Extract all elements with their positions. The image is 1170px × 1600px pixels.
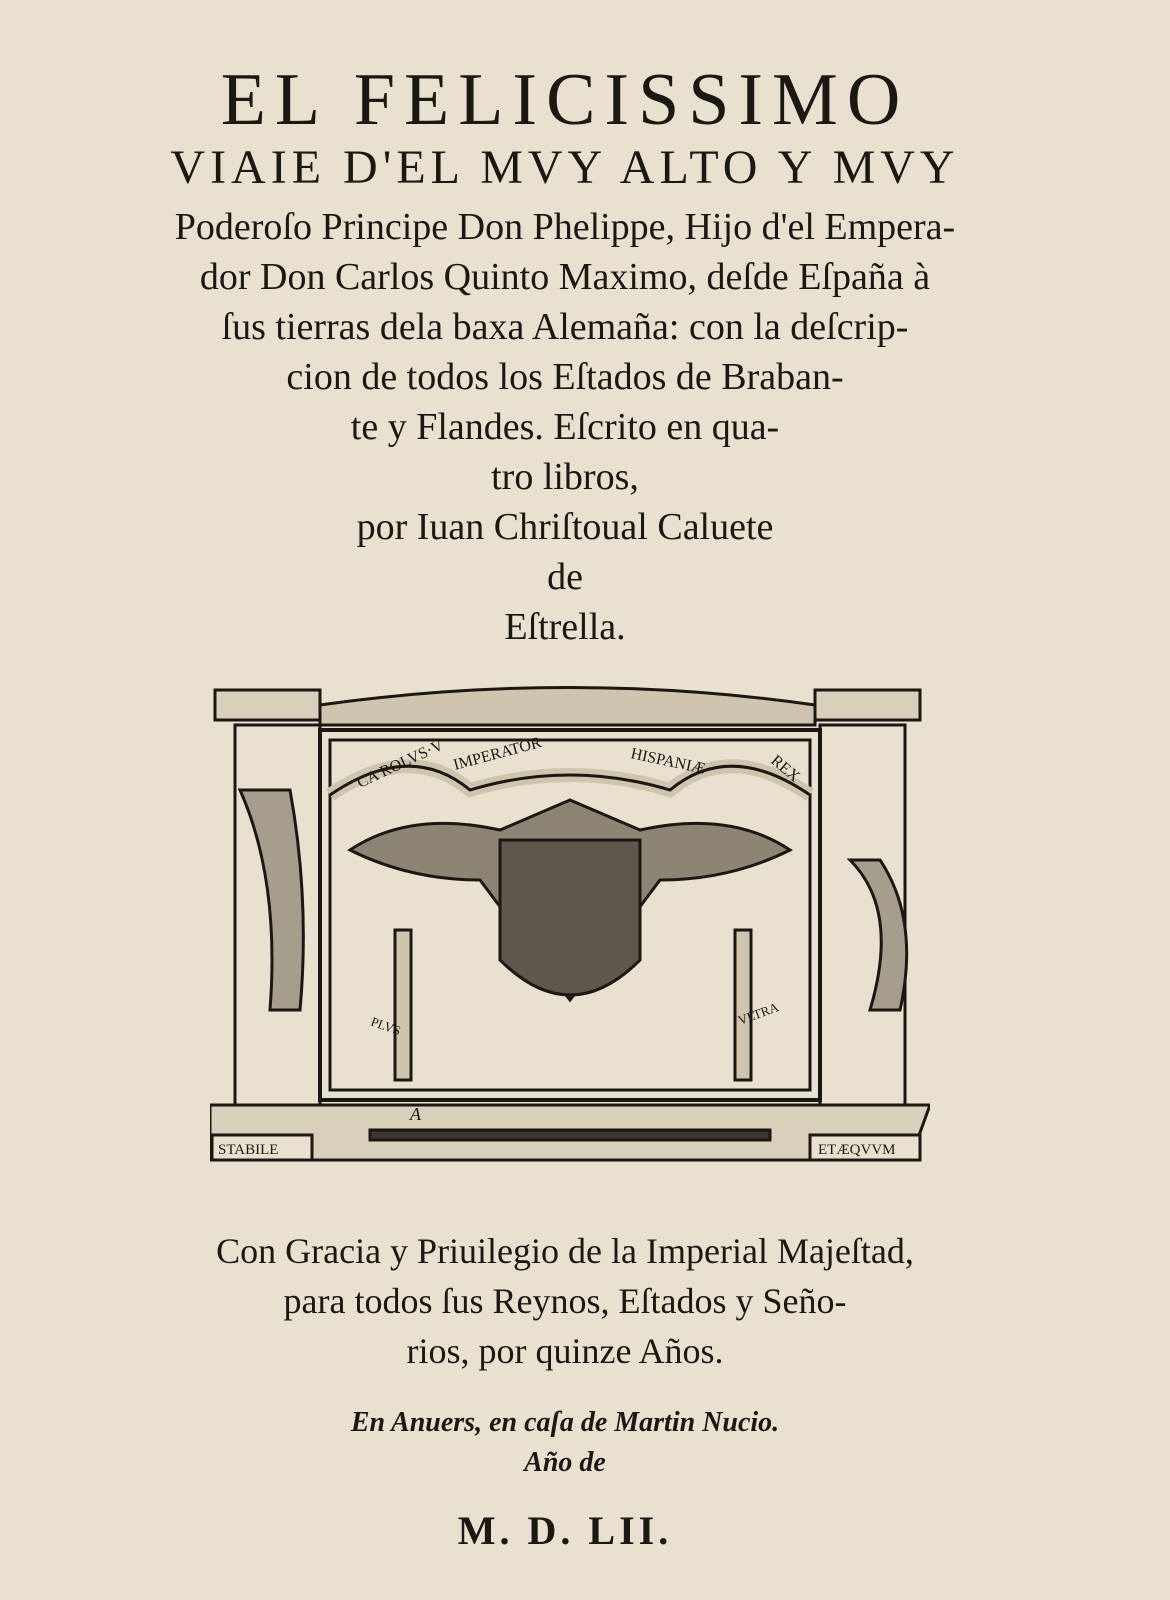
banner-text: CA ROLVS·V bbox=[354, 736, 447, 792]
author-line: de bbox=[547, 556, 583, 598]
banner-text: IMPERATOR bbox=[451, 734, 544, 774]
coat-of-arms-woodcut bbox=[210, 680, 930, 1170]
base-inscription-left: STABILE bbox=[218, 1142, 279, 1158]
banner-text: HISPANIÆ bbox=[629, 745, 707, 778]
privilege-line: Con Gracia y Priuilegio de la Imperial Majeſtad, bbox=[216, 1231, 914, 1271]
title-body-line: cion de todos los Eſtados de Braban- bbox=[286, 356, 844, 398]
title-line-2: VIAIE D'EL MVY ALTO Y MVY bbox=[170, 141, 960, 194]
privilege-line: rios, por quinze Años. bbox=[406, 1331, 724, 1371]
base-inscription-right: ETÆQVVM bbox=[818, 1142, 896, 1158]
title-body-line: te y Flandes. Eſcrito en qua- bbox=[350, 406, 780, 448]
title-body-line: dor Don Carlos Quinto Maximo, deſde Eſpaña à bbox=[199, 256, 931, 298]
title-body-line: ſus tierras dela baxa Alemaña: con la deſcrip- bbox=[221, 306, 909, 348]
imprint-place: En Anuers, en caſa de Martin Nucio. bbox=[350, 1407, 780, 1438]
author-line: por Iuan Chriſtoual Caluete bbox=[356, 506, 774, 548]
monogram: A bbox=[410, 1104, 421, 1124]
banner-text: REX bbox=[767, 752, 803, 786]
title-line-1: EL FELICISSIMO bbox=[220, 59, 910, 141]
privilege-line: para todos ſus Reynos, Eſtados y Seño- bbox=[283, 1281, 847, 1321]
imprint-year: M. D. LII. bbox=[457, 1508, 673, 1553]
title-body-line: tro libros, bbox=[491, 456, 639, 498]
pillar-motto: PLVS bbox=[368, 1013, 403, 1039]
imprint-year-label: Año de bbox=[524, 1447, 606, 1478]
title-body-line: Poderoſo Principe Don Phelippe, Hijo d'el Empera- bbox=[174, 206, 956, 248]
pillar-motto: VLTRA bbox=[735, 999, 781, 1028]
author-line: Eſtrella. bbox=[504, 606, 626, 648]
